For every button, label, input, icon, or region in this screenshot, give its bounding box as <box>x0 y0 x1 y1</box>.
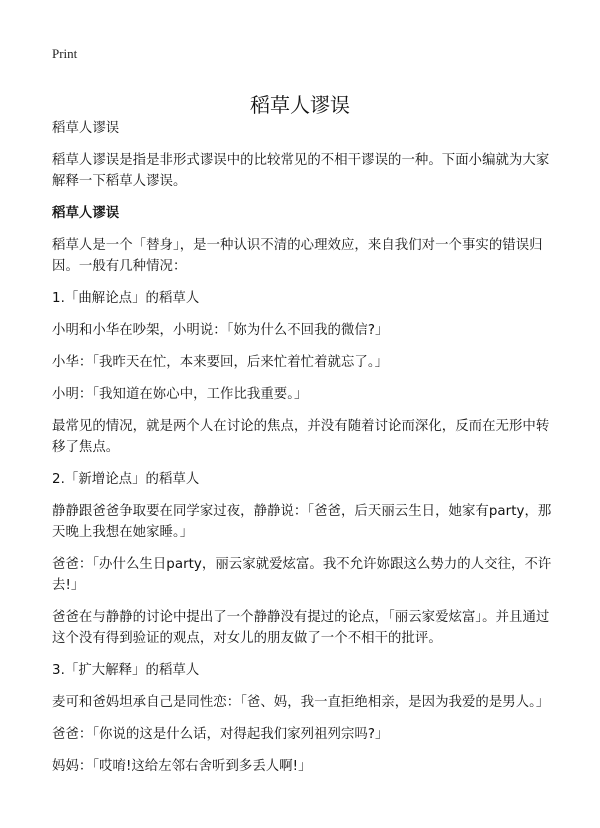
intro-heading: 稻草人谬误 <box>52 121 120 136</box>
page-title: 稻草人谬误 <box>250 93 350 118</box>
dialogue-line: 爸爸：「你说的这是什么话，对得起我们家列祖列宗吗?」 <box>52 727 389 742</box>
section-summary: 爸爸在与静静的讨论中提出了一个静静没有提过的论点，「丽云家爱炫富」。并且通过这个没有得到验证的观点，对女儿的朋友做了一个不相干的批评。 <box>52 610 550 646</box>
section-distort-argument <box>52 288 558 458</box>
dialogue-line: 小华：「我昨天在忙，本来要回，后来忙着忙着就忘了。」 <box>52 355 389 370</box>
dialogue-line: 妈妈：「哎唷!这给左邻右舍听到多丢人啊!」 <box>52 759 312 774</box>
section-heading-2: 2.「新增论点」的稻草人 <box>52 472 200 487</box>
dialogue-line: 爸爸：「办什么生日party，丽云家就爱炫富。我不允许妳跟这么势力的人交往，不许去!」 <box>52 557 552 593</box>
section-intro-paragraph: 稻草人是一个「替身」，是一种认识不清的心理效应，来自我们对一个事实的错误归因。一般有几种情况： <box>52 238 543 274</box>
dialogue-line: 麦可和爸妈坦承自己是同性恋：「爸、妈，我一直拒绝相亲，是因为我爱的是男人。」 <box>52 695 550 710</box>
dialogue-line: 小明：「我知道在妳心中，工作比我重要。」 <box>52 387 308 402</box>
dialogue-line: 小明和小华在吵架，小明说：「妳为什么不回我的微信?」 <box>52 323 389 338</box>
intro-paragraph: 稻草人谬误是指是非形式谬误中的比较常见的不相干谬误的一种。下面小编就为大家解释一下稻草人谬误。 <box>52 153 550 189</box>
dialogue-line: 静静跟爸爸争取要在同学家过夜，静静说：「爸爸，后天丽云生日，她家有party，那天晚上我想在她家睡。」 <box>52 504 552 540</box>
section-summary: 最常见的情况，就是两个人在讨论的焦点，并没有随着讨论而深化，反而在无形中转移了焦点。 <box>52 419 550 455</box>
section-expand-interpretation <box>52 660 558 777</box>
section-heading-3: 3.「扩大解释」的稻草人 <box>52 663 200 678</box>
print-label[interactable]: Print <box>52 46 78 61</box>
article-content <box>52 118 558 788</box>
section-heading-1: 1.「曲解论点」的稻草人 <box>52 291 200 306</box>
section-add-argument <box>52 469 558 649</box>
section-heading: 稻草人谬误 <box>52 206 120 221</box>
